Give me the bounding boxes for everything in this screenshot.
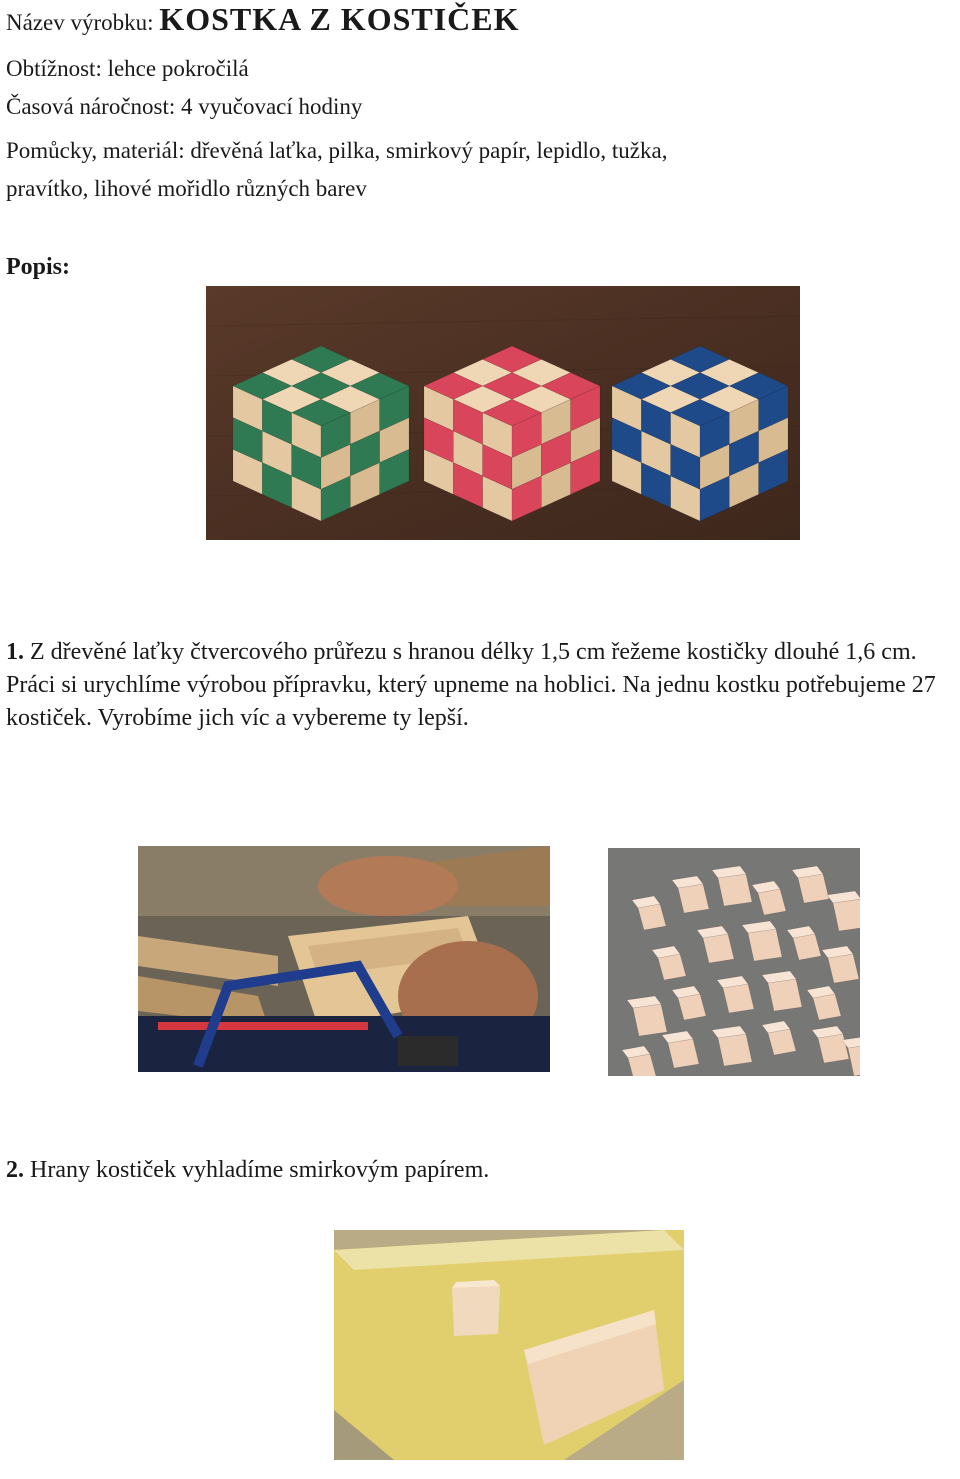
step-1-text: Z dřevěné laťky čtvercového průřezu s hranou délky 1,5 cm řežeme kostičky dlouhé 1,6 cm. Práci si urychlíme výrobou přípravku, který upneme na hoblici. Na jednu kostku potřebujeme 27 kostiček. Vyrobíme jich víc a vybereme ty lepší. (6, 639, 936, 731)
photo-three-cubes (206, 286, 800, 540)
materials-line-2: pravítko, lihové mořidlo různých barev (6, 176, 367, 201)
photo-sawing-jig (138, 846, 550, 1072)
popis-heading: Popis: (6, 254, 71, 280)
time-line: Časová náročnost: 4 vyučovací hodiny (6, 94, 363, 119)
product-name-line (6, 1, 520, 38)
step-2-text: Hrany kostiček vyhladíme smirkovým papírem. (24, 1157, 490, 1183)
step-1 (6, 636, 956, 735)
difficulty-line: Obtížnost: lehce pokročilá (6, 56, 249, 81)
materials-line-1: Pomůcky, materiál: dřevěná laťka, pilka, smirkový papír, lepidlo, tužka, (6, 138, 668, 163)
photo-sanding (334, 1230, 684, 1460)
step-2 (6, 1154, 956, 1187)
step-2-number: 2. (6, 1157, 24, 1183)
product-name-label: Název výrobku: (6, 10, 154, 35)
product-name-value: KOSTKA Z KOSTIČEK (159, 1, 520, 37)
photo-cube-pile (608, 848, 860, 1076)
step-1-number: 1. (6, 639, 24, 665)
